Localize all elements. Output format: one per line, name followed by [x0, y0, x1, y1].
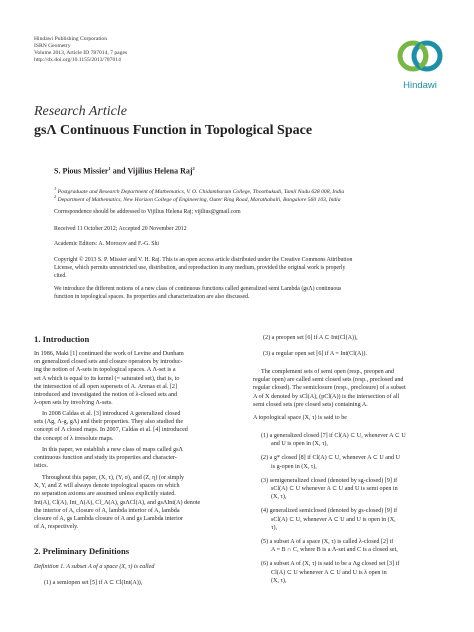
affiliation-2: [54, 193, 341, 204]
list-item: [261, 507, 443, 532]
abstract-line: We introduce the different notions of a new class of continuous functions called generalized semi Lambda (gsΛ) continuous: [54, 286, 342, 292]
definition-1: Definition 1. A subset A of a space (X, τ) is called: [34, 564, 155, 570]
author-separator: and: [110, 166, 128, 176]
affiliation-1-sup: 1: [54, 186, 57, 191]
list-item: [261, 477, 443, 502]
author-2-sup: 2: [192, 166, 195, 171]
affiliation-2-sup: 2: [54, 194, 57, 199]
volume-info: Volume 2013, Article ID 787014, 7 pages: [34, 50, 128, 56]
hindawi-logo-icon: [392, 36, 448, 80]
text-line: sCl(A) ⊂ U whenever A ⊂ U and U is semi open in: [271, 486, 398, 493]
text-line: (X, τ),: [271, 494, 287, 501]
abstract: [54, 286, 444, 302]
paper-title: gsΛ Continuous Function in Topological Space: [34, 123, 313, 138]
text-line: A of X denoted by sCl(A), (pCl(A)) is the intersection of all: [253, 393, 400, 400]
authors: [54, 166, 195, 176]
text-line: ing the notion of Λ-sets in topological spaces. A Λ-set is a: [34, 367, 176, 374]
section-introduction: 1. Introduction: [34, 334, 90, 344]
author-1: S. Pious Missier: [54, 166, 109, 176]
list-item: [261, 454, 443, 470]
text-line: sCl(A) ⊂ U, whenever A ⊂ U and U is open in (X,: [271, 516, 396, 523]
correspondence: Correspondence should be addressed to Vijilius Helena Raj; vijilius@gmail.com: [54, 209, 241, 215]
topological-space-intro: A topological space (X, τ) is said to be: [253, 415, 348, 421]
journal-header: [34, 36, 127, 64]
logo-text: Hindawi: [403, 80, 437, 91]
doi-link[interactable]: http://dx.doi.org/10.1155/2013/787014: [34, 57, 121, 63]
journal-name: ISRN Geometry: [34, 43, 71, 49]
text-line: sets (Λg, Λ-g, gΛ) and their properties. They also studied the: [34, 419, 184, 426]
text-line: Cl(A) ⊂ U whenever A ⊂ U and U is λ open in: [271, 569, 387, 576]
intro-paragraph-2: [34, 410, 234, 443]
received-date: Received 11 October 2012; Accepted 20 November 2012: [54, 226, 187, 232]
list-item: [261, 538, 443, 554]
text-line: The complement sets of semi open (resp., preopen and: [261, 369, 395, 375]
text-line: concept of Λ closed maps. In 2007, Caldas et al. [4] introduced: [34, 427, 188, 434]
academic-editors: Academic Editors: A. Morozov and F.-G. Shi: [54, 241, 159, 247]
text-line: the interior of A, closure of A, lambda interior of A, lambda: [34, 507, 180, 514]
text-line: Int(A), Cl(A), Int_Λ(A), Cl_Λ(A), gsΛCl(A), and gsΛInt(A) denote: [34, 499, 201, 506]
author-1-sup: 1: [108, 166, 111, 171]
text-line: In 2008 Caldas et al. [3] introduced A generalized closed: [42, 411, 181, 417]
section-preliminary: 2. Preliminary Definitions: [34, 546, 130, 556]
text-line: of A, respectively.: [34, 524, 79, 531]
text-line: (2) a g* closed [8] if Cl(A) ⊂ U, whenever A ⊂ U and U: [261, 455, 400, 462]
article-type: Research Article: [34, 104, 127, 119]
text-line: X, Y, and Z will always denote topological spaces on which: [34, 483, 180, 490]
intro-paragraph-1: [34, 350, 234, 407]
affiliation-2-text: Department of Mathematics, New Horizon College of Engineering, Outer Ring Road, Marathahalli, Bangalore 560 103, India: [57, 196, 341, 203]
text-line: In this paper, we establish a new class of maps called gsΛ: [42, 447, 183, 453]
intro-paragraph-4: [34, 474, 234, 531]
text-line: (3) semigeneralized closed (denoted by sg-closed) [9] if: [261, 477, 398, 484]
copyright-line: cited.: [54, 272, 67, 279]
text-line: (5) a subset A of a space (X, τ) is called λ-closed [2] if: [261, 539, 394, 546]
author-2: Vijilius Helena Raj: [127, 166, 193, 176]
definition-1-item-2: (2) a preopen set [6] if A ⊂ Int(Cl(A)),: [263, 335, 358, 341]
text-line: (4) generalized semiclosed (denoted by gs-closed) [9] if: [261, 508, 398, 515]
copyright: [54, 257, 444, 280]
copyright-line: Copyright © 2013 S. P. Missier and V. H. Raj. This is an open access article distributed under the Creative Commons Attribution: [54, 257, 353, 263]
definition-1-item-3: (3) a regular open set [6] if A = Int(Cl(A)).: [263, 351, 367, 357]
intro-paragraph-3: [34, 446, 234, 471]
text-line: (1) a generalized closed [7] if Cl(A) ⊂ U, whenever A ⊂ U: [261, 433, 406, 439]
text-line: the concept of λ irresolute maps.: [34, 435, 114, 442]
text-line: istics.: [34, 463, 49, 470]
text-line: regular open) are called semi closed sets (resp., preclosed and: [253, 377, 404, 384]
text-line: introduced and investigated the notion of λ-closed sets and: [34, 392, 178, 399]
text-line: regular closed). The semiclosure (resp., preclosure) of a subset: [253, 385, 406, 392]
text-line: on generalized closed sets and closure operators by introduc-: [34, 359, 183, 366]
hindawi-logo: [392, 36, 448, 96]
text-line: the intersection of all open supersets of A. Arenas et al. [2]: [34, 383, 177, 390]
text-line: In 1986, Maki [1] continued the work of Levine and Dunham: [34, 351, 184, 357]
text-line: Throughout this paper, (X, τ), (Y, σ), and (Z, η) (or simply: [42, 475, 185, 481]
text-line: set A which is equal to its kernel (= saturated set), that is, to: [34, 375, 180, 382]
text-line: (X, τ),: [271, 577, 287, 584]
definition-list: [261, 432, 443, 585]
complement-paragraph: [253, 368, 443, 409]
text-line: and U is open in (X, τ),: [271, 441, 328, 448]
text-line: closure of A, gs Lambda closure of A and gs Lambda interior: [34, 516, 183, 523]
text-line: is g-open in (X, τ),: [271, 463, 317, 470]
text-line: τ),: [271, 524, 278, 531]
list-item: [261, 560, 443, 585]
definition-1-item-1: (1) a semiopen set [5] if A ⊂ Cl(Int(A)),: [44, 580, 143, 586]
text-line: continuous function and study its properties and character-: [34, 455, 177, 462]
copyright-line: License, which permits unrestricted use, distribution, and reproduction in any medium, provided the original work is properly: [54, 264, 346, 271]
text-line: no separation axioms are assumed unless explicitly stated.: [34, 491, 176, 498]
list-item: [261, 432, 443, 448]
affiliation-1-text: Postgraduate and Research Department of Mathematics, V. O. Chidambaram College, Thoothukudi, Tamil Nadu 628 008, India: [57, 188, 345, 195]
text-line: λ-open sets by involving Λ-sets.: [34, 400, 113, 407]
text-line: semi closed sets (pre closed sets) containing A.: [253, 401, 368, 408]
abstract-line: function in topological spaces. Its properties and characterization are also discussed.: [54, 293, 250, 300]
text-line: A = B ∩ C, where B is a Λ-set and C is a closed set,: [271, 547, 398, 554]
publisher: Hindawi Publishing Corporation: [34, 36, 108, 42]
text-line: (6) a subset A of (X, τ) is said to be a Λg closed set [3] if: [261, 561, 400, 568]
